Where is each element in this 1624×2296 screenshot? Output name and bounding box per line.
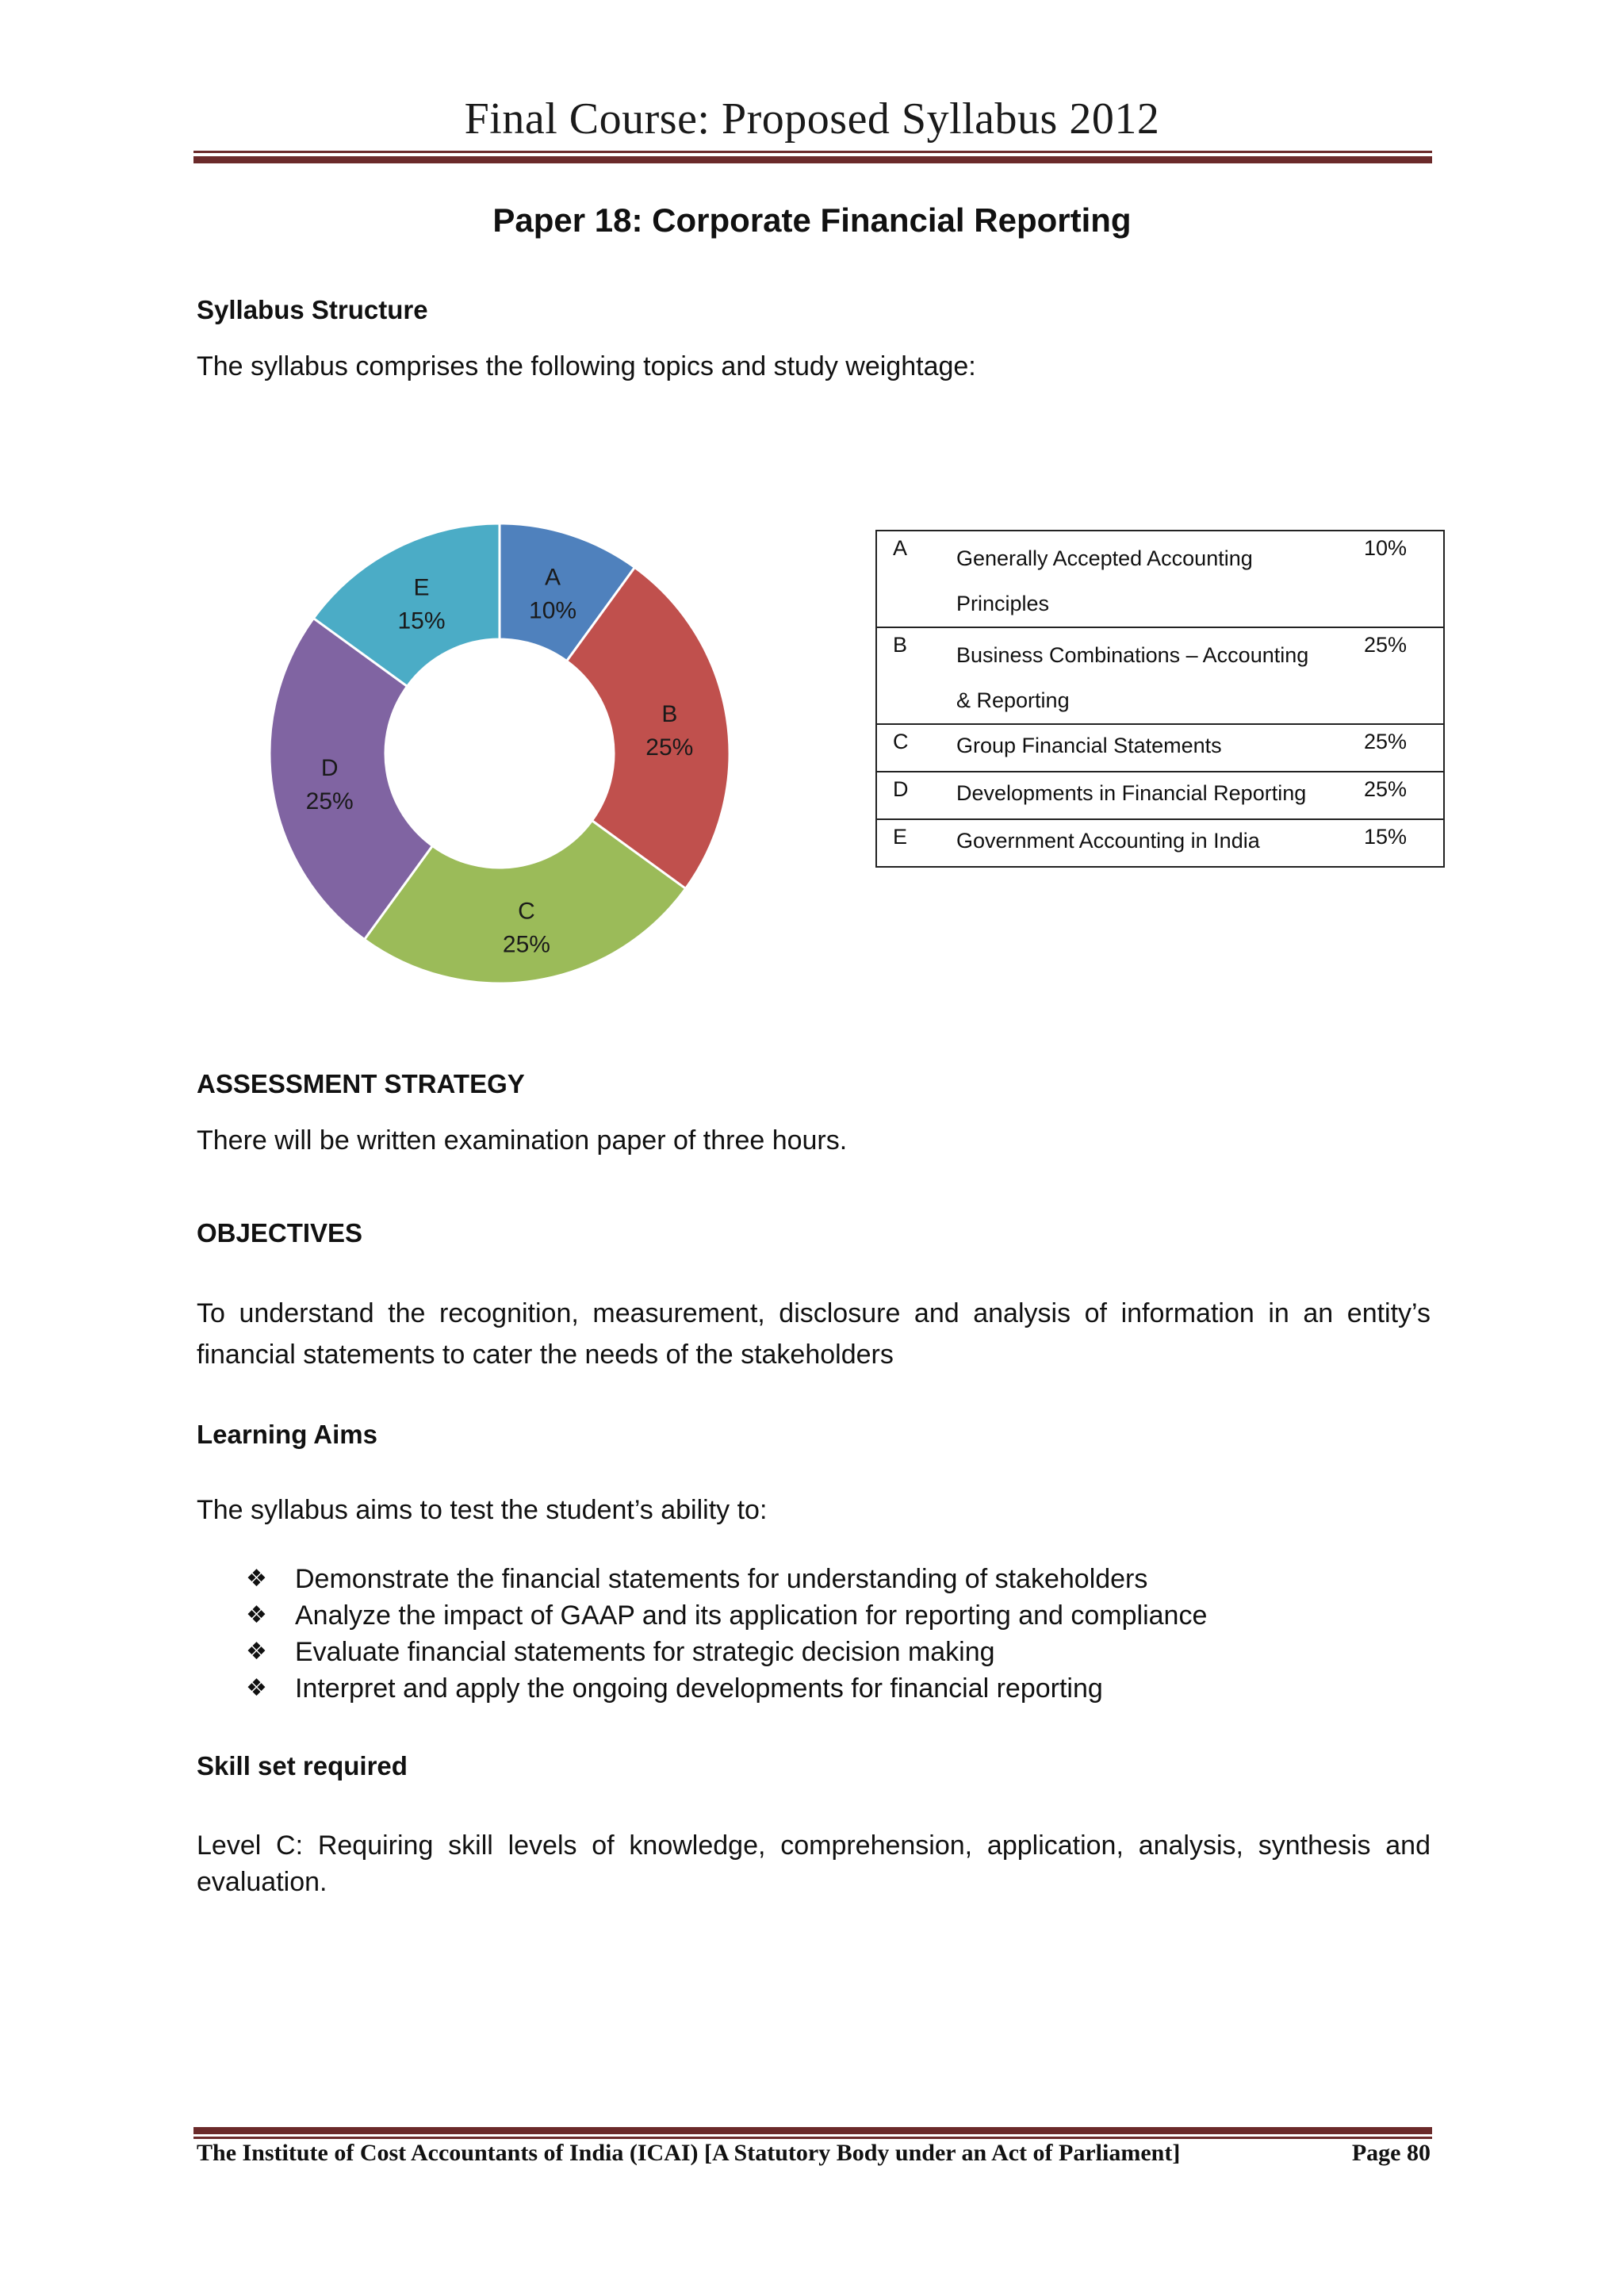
four-diamond-bullet-icon: ❖	[246, 1602, 267, 1628]
donut-slice-category-label: B	[661, 701, 678, 728]
learning-aims-intro: The syllabus aims to test the student’s ability to:	[197, 1495, 768, 1525]
weightage-donut-chart	[238, 492, 761, 1015]
header-rule-thick	[193, 156, 1432, 163]
topic-name-line: Generally Accepted Accounting	[956, 546, 1253, 570]
donut-slice-category-label: D	[320, 754, 339, 781]
topics-table-row	[876, 724, 1444, 772]
donut-slice-category-label: E	[413, 574, 430, 601]
topic-name-line: Business Combinations – Accounting	[956, 643, 1309, 667]
learning-aim-item	[246, 1561, 1207, 1597]
learning-aim-text: Analyze the impact of GAAP and its application for reporting and compliance	[295, 1600, 1208, 1631]
assessment-text: There will be written examination paper of three hours.	[197, 1125, 848, 1156]
topic-name-line: Group Financial Statements	[956, 734, 1222, 757]
learning-aim-item	[246, 1597, 1207, 1634]
topic-key: D	[876, 772, 956, 819]
objectives-text: To understand the recognition, measurement, disclosure and analysis of information in an entity’s financial statements to cater the needs of the stakeholders	[197, 1298, 1431, 1370]
four-diamond-bullet-icon: ❖	[246, 1675, 267, 1701]
header-title: Final Course: Proposed Syllabus 2012	[464, 94, 1160, 144]
donut-slice-value-label: 15%	[397, 608, 446, 634]
footer-institute: The Institute of Cost Accountants of India (ICAI) [A Statutory Body under an Act of Parliament]	[197, 2140, 1181, 2166]
learning-aims-list	[246, 1561, 1207, 1707]
footer-rule-thick	[193, 2127, 1432, 2134]
learning-aim-text: Demonstrate the financial statements for understanding of stakeholders	[295, 1564, 1148, 1594]
topics-table-row	[876, 531, 1444, 627]
donut-slice-value-label: 25%	[645, 734, 694, 761]
footer	[197, 2140, 1431, 2167]
footer-rule-thin	[193, 2137, 1432, 2139]
syllabus-structure-intro: The syllabus comprises the following topics and study weightage:	[197, 351, 976, 381]
topic-weight: 10%	[1364, 531, 1444, 627]
topic-name	[956, 724, 1364, 772]
donut-slice-value-label: 25%	[305, 788, 354, 815]
four-diamond-bullet-icon: ❖	[246, 1639, 267, 1665]
paper-title: Paper 18: Corporate Financial Reporting	[492, 201, 1132, 239]
topics-table	[875, 530, 1445, 868]
objectives-heading: OBJECTIVES	[197, 1218, 363, 1248]
learning-aim-item	[246, 1670, 1207, 1707]
topic-weight: 15%	[1364, 819, 1444, 867]
learning-aim-item	[246, 1634, 1207, 1670]
topic-name-line: & Reporting	[956, 688, 1070, 712]
learning-aim-text: Interpret and apply the ongoing developments for financial reporting	[295, 1673, 1103, 1704]
topic-name	[956, 627, 1364, 724]
topics-table-row	[876, 819, 1444, 867]
skill-set-heading: Skill set required	[197, 1751, 408, 1780]
donut-slice-value-label: 10%	[529, 597, 577, 624]
learning-aim-text: Evaluate financial statements for strategic decision making	[295, 1637, 995, 1667]
topic-name-line: Principles	[956, 592, 1050, 615]
skill-set-text: Level C: Requiring skill levels of knowledge, comprehension, application, analysis, synthesis and evaluation.	[197, 1830, 1431, 1897]
topic-weight: 25%	[1364, 772, 1444, 819]
footer-page-number: Page 80	[1351, 2140, 1431, 2166]
syllabus-structure-heading: Syllabus Structure	[197, 295, 428, 324]
topic-name	[956, 772, 1364, 819]
donut-slice-value-label: 25%	[502, 931, 550, 958]
learning-aims-heading: Learning Aims	[197, 1420, 377, 1449]
topic-key: A	[876, 531, 956, 627]
topic-key: C	[876, 724, 956, 772]
header-rule-thin	[193, 151, 1432, 153]
topic-name-line: Developments in Financial Reporting	[956, 781, 1307, 805]
topics-table-row	[876, 772, 1444, 819]
topics-table-row	[876, 627, 1444, 724]
topic-weight: 25%	[1364, 627, 1444, 724]
four-diamond-bullet-icon: ❖	[246, 1566, 267, 1592]
topic-weight: 25%	[1364, 724, 1444, 772]
topic-name	[956, 531, 1364, 627]
topic-key: E	[876, 819, 956, 867]
topic-key: B	[876, 627, 956, 724]
topic-name	[956, 819, 1364, 867]
donut-slice-category-label: C	[518, 898, 535, 925]
donut-slice-category-label: A	[545, 564, 561, 591]
assessment-heading: ASSESSMENT STRATEGY	[197, 1069, 525, 1098]
topic-name-line: Government Accounting in India	[956, 829, 1260, 853]
